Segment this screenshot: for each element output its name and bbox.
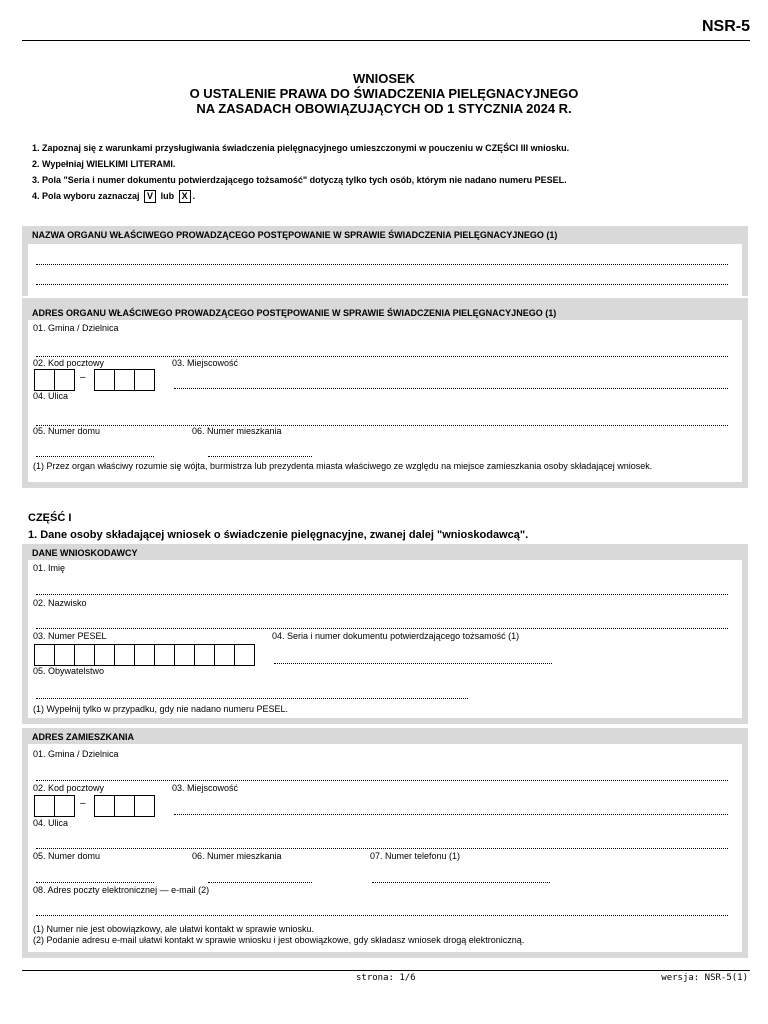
page-number: strona: 1/6 <box>356 973 416 983</box>
residence-section <box>22 728 748 958</box>
instruction-2: 2. Wypełniaj WIELKIMI LITERAMI. <box>32 159 176 169</box>
res-email-input[interactable] <box>36 915 728 916</box>
organ-name-line-1[interactable] <box>36 264 728 265</box>
res-street-label: 04. Ulica <box>33 818 69 828</box>
organ-postal-label: 02. Kod pocztowy <box>33 358 105 368</box>
applicant-surname-input[interactable] <box>36 628 728 629</box>
organ-house-label: 05. Numer domu <box>33 426 101 436</box>
part1-subtitle: 1. Dane osoby składającej wniosek o świadczenie pielęgnacyjne, zwanej dalej "wnioskodawcą". <box>28 529 529 541</box>
applicant-id-doc-label: 04. Seria i numer dokumentu potwierdzającego tożsamość (1) <box>272 631 520 641</box>
organ-postal-code-part2[interactable] <box>94 369 154 391</box>
part1-title: CZĘŚĆ I <box>28 512 72 524</box>
title-line-3: NA ZASADACH OBOWIĄZUJĄCYCH OD 1 STYCZNIA 2024 R. <box>196 101 572 116</box>
organ-postal-code-part1[interactable] <box>34 369 74 391</box>
res-postal-label: 02. Kod pocztowy <box>33 783 105 793</box>
applicant-footnote: (1) Wypełnij tylko w przypadku, gdy nie nadano numeru PESEL. <box>33 704 289 714</box>
res-email-label: 08. Adres poczty elektronicznej — e-mail (2) <box>33 885 210 895</box>
form-title <box>0 71 768 116</box>
organ-street-input[interactable] <box>36 425 728 426</box>
applicant-citizenship-input[interactable] <box>36 698 468 699</box>
organ-house-input[interactable] <box>36 456 154 457</box>
organ-city-input[interactable] <box>174 388 728 389</box>
res-gmina-input[interactable] <box>36 780 728 781</box>
organ-footnote: (1) Przez organ właściwy rozumie się wójta, burmistrza lub prezydenta miasta właściwego ze względu na miejsce zamieszkania osoby składającej wniosek. <box>33 461 653 471</box>
organ-address-section <box>22 298 748 488</box>
res-flat-label: 06. Numer mieszkania <box>192 851 282 861</box>
res-house-input[interactable] <box>36 882 154 883</box>
applicant-surname-label: 02. Nazwisko <box>33 598 87 608</box>
organ-address-header: ADRES ORGANU WŁAŚCIWEGO PROWADZĄCEGO POSTĘPOWANIE W SPRAWIE ŚWIADCZENIA PIELĘGNACYJNEGO (1) <box>32 308 557 318</box>
res-city-input[interactable] <box>174 814 728 815</box>
res-postal-code-part2[interactable] <box>94 795 154 817</box>
res-city-label: 03. Miejscowość <box>172 783 239 793</box>
res-footnote-1: (1) Numer nie jest obowiązkowy, ale ułatwi kontakt w sprawie wniosku. <box>33 924 314 934</box>
organ-postal-separator: – <box>80 372 86 383</box>
applicant-citizenship-label: 05. Obywatelstwo <box>33 666 105 676</box>
applicant-header: DANE WNIOSKODAWCY <box>32 548 138 558</box>
organ-gmina-label: 01. Gmina / Dzielnica <box>33 323 119 333</box>
applicant-section <box>22 544 748 724</box>
organ-street-label: 04. Ulica <box>33 391 69 401</box>
instruction-4 <box>32 190 195 203</box>
applicant-name-label: 01. Imię <box>33 563 66 573</box>
bottom-rule <box>22 970 750 971</box>
res-house-label: 05. Numer domu <box>33 851 101 861</box>
applicant-id-doc-input[interactable] <box>274 663 552 664</box>
organ-city-label: 03. Miejscowość <box>172 358 239 368</box>
title-line-2: O USTALENIE PRAWA DO ŚWIADCZENIA PIELĘGNACYJNEGO <box>189 86 579 101</box>
res-flat-input[interactable] <box>208 882 312 883</box>
instruction-4-or: lub <box>160 190 175 201</box>
form-code: NSR-5 <box>701 18 750 35</box>
res-phone-label: 07. Numer telefonu (1) <box>370 851 461 861</box>
title-line-1: WNIOSEK <box>352 71 416 86</box>
top-rule <box>22 40 750 41</box>
applicant-pesel-input[interactable] <box>34 644 254 666</box>
instruction-3: 3. Pola "Seria i numer dokumentu potwierdzającego tożsamość" dotyczą tylko tych osób, którym nie nadano numeru PESEL. <box>32 175 567 185</box>
instruction-1: 1. Zapoznaj się z warunkami przysługiwania świadczenia pielęgnacyjnego umieszczonymi w pouczeniu w CZĘŚCI III wniosku. <box>32 143 570 153</box>
organ-gmina-input[interactable] <box>36 356 728 357</box>
res-postal-separator: – <box>80 798 86 809</box>
applicant-name-input[interactable] <box>36 594 728 595</box>
res-street-input[interactable] <box>36 848 728 849</box>
res-footnote-2: (2) Podanie adresu e-mail ułatwi kontakt w sprawie wniosku i jest obowiązkowe, gdy składasz wniosek drogą elektroniczną. <box>33 935 525 945</box>
residence-header: ADRES ZAMIESZKANIA <box>32 732 135 742</box>
applicant-pesel-label: 03. Numer PESEL <box>33 631 107 641</box>
res-gmina-label: 01. Gmina / Dzielnica <box>33 749 119 759</box>
form-version: wersja: NSR-5(1) <box>661 973 748 983</box>
organ-flat-label: 06. Numer mieszkania <box>192 426 282 436</box>
organ-flat-input[interactable] <box>208 456 312 457</box>
res-postal-code-part1[interactable] <box>34 795 74 817</box>
res-phone-input[interactable] <box>372 882 550 883</box>
organ-name-line-2[interactable] <box>36 284 728 285</box>
checkbox-sample-v: V <box>144 190 156 203</box>
instruction-4-end: . <box>192 190 196 201</box>
instruction-4-text: 4. Pola wyboru zaznaczaj <box>32 190 140 201</box>
organ-name-header: NAZWA ORGANU WŁAŚCIWEGO PROWADZĄCEGO POSTĘPOWANIE W SPRAWIE ŚWIADCZENIA PIELĘGNACYJNEGO (1) <box>32 230 558 240</box>
checkbox-sample-x: X <box>179 190 191 203</box>
organ-name-section <box>22 226 748 296</box>
